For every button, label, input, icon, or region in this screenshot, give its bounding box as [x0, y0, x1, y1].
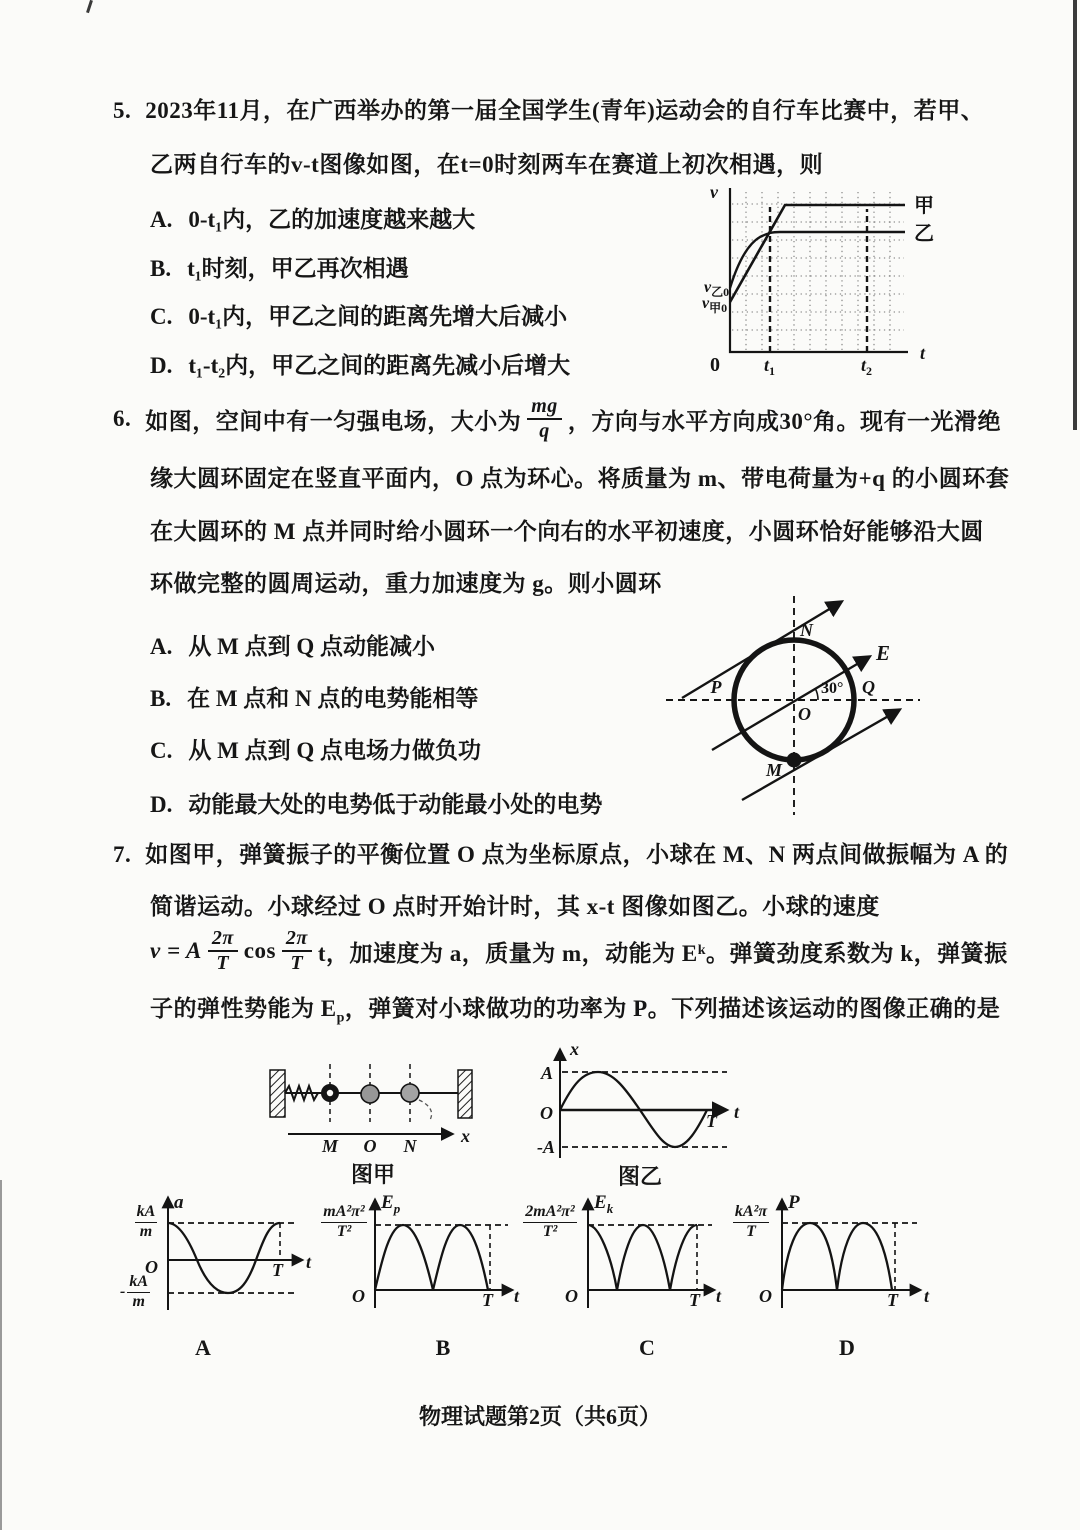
q5-text-line1: 2023年11月，在广西举办的第一届全国学生(青年)运动会的自行车比赛中，若甲、 [145, 98, 985, 123]
q5-option-c [150, 298, 567, 331]
option-text: 动能最大处的电势低于动能最小处的电势 [188, 792, 603, 817]
q7-line2: 简谐运动。小球经过 O 点时开始计时，其 x-t 图像如图乙。小球的速度 [150, 894, 880, 919]
q6-text-line1b: ，方向与水平方向成30°角。现有一光滑绝 [567, 408, 1002, 434]
t2-label: $t_2$ [861, 355, 873, 378]
q5-line2 [150, 146, 823, 179]
sin-squared-curve [375, 1225, 488, 1290]
period-T-label: T [706, 1111, 717, 1131]
q6-line4: 环做完整的圆周运动，重力加速度为 g。则小圆环 [150, 571, 662, 596]
release-hint-dashed-arc [419, 1100, 432, 1120]
abs-sine-curve [782, 1223, 892, 1290]
ball-at-o [361, 1085, 379, 1103]
yi-curve-label: 乙 [914, 223, 934, 245]
fig-yi-caption: 图乙 [617, 1164, 662, 1189]
q6-option-a [150, 628, 435, 661]
option-label: B. [150, 686, 172, 711]
option-graph-c [516, 1190, 721, 1320]
scan-artifact [86, 0, 93, 13]
option-text: 0-t₁内，乙的加速度越来越大 [188, 207, 476, 232]
q6-circle-diagram [648, 580, 980, 830]
t-label: t [716, 1286, 722, 1306]
option-label: D. [150, 353, 173, 378]
t-label: t [924, 1286, 930, 1306]
field-line-upper [682, 602, 844, 698]
q7-line1: 7. 如图甲，弹簧振子的平衡位置 O 点为坐标原点，小球在 M、N 两点间做振幅为 A 的 [113, 842, 1009, 867]
formula-after1: t，加速度为 a，质量为 m，动能为 E [317, 940, 698, 966]
q5-option-a [150, 201, 475, 234]
point-m-label: M [766, 760, 783, 780]
grid-dots [732, 192, 904, 350]
q6-line1 [113, 390, 1001, 448]
n-label: N [403, 1136, 417, 1156]
q7-line4: 子的弹性势能为 $E_p$，弹簧对小球做功的功率为 P。下列描述该运动的图像正确的是 [150, 996, 1001, 1026]
option-label: A. [150, 634, 173, 659]
q5-option-d [150, 347, 570, 380]
yi-curve [730, 232, 905, 288]
graph-letter-a: A [195, 1335, 211, 1360]
point-n-label: N [800, 620, 813, 640]
option-text: t₁-t₂内，甲乙之间的距离先减小后增大 [188, 353, 571, 378]
fig-yi-xt-graph [523, 1038, 748, 1168]
option-label: A. [150, 207, 173, 232]
two-pi-over-T-fraction2: $\frac{2\pi}{T}$ [282, 928, 312, 974]
fig-jia-spring-diagram [256, 1050, 481, 1155]
t-label: t [734, 1102, 740, 1122]
right-wall [458, 1070, 472, 1118]
q6-text-line1a: 如图，空间中有一匀强电场，大小为 [145, 408, 522, 434]
formula-lhs: v = A [150, 938, 202, 963]
small-ring-ball [787, 753, 802, 768]
option-label: D. [150, 792, 173, 817]
fig-jia-caption: 图甲 [350, 1162, 395, 1187]
q6-line2: 缘大圆环固定在竖直平面内，O 点为环心。将质量为 m、带电荷量为+q 的小圆环套 [150, 466, 1010, 491]
q5-number: 5. [113, 98, 132, 123]
t-axis-label: t [920, 343, 926, 363]
option-text: 从 M 点到 Q 点动能减小 [188, 634, 435, 659]
graph-letter-c: C [639, 1335, 655, 1360]
sub-k: k [697, 943, 707, 958]
angle-arc [815, 688, 818, 700]
option-label: C. [150, 304, 173, 329]
period-T-label: T [689, 1290, 700, 1310]
q5-line1 [113, 92, 984, 125]
v-jia0-label: $v_{甲0}$ [702, 295, 728, 315]
option-graph-b [316, 1190, 521, 1320]
cos-squared-curve [588, 1225, 697, 1290]
option-text: 在 M 点和 N 点的电势能相等 [187, 686, 479, 711]
origin-label: O [352, 1286, 365, 1306]
y-axis-name: $E_k$ [594, 1192, 614, 1216]
x-label: x [570, 1039, 579, 1059]
q5-text-line2: 乙两自行车的v-t图像如图，在t=0时刻两车在赛道上初次相遇，则 [150, 152, 824, 177]
mg-over-q-fraction: $\frac{mg}{q}$ [527, 396, 562, 442]
option-text: 从 M 点到 Q 点电场力做负功 [188, 738, 481, 763]
min-value-fraction: - $\frac{kA}{m}$ [120, 1273, 148, 1310]
center-o-label: O [798, 704, 811, 724]
q7-number: 7. [113, 842, 132, 867]
sub-p: p [336, 1010, 345, 1026]
t-label: t [514, 1286, 520, 1306]
t-label: t [306, 1252, 312, 1272]
option-text: t₁时刻，甲乙再次相遇 [187, 256, 409, 281]
cosine-curve [168, 1223, 280, 1293]
max-value-fraction: $\frac{\text{kA²π}}{T}$ [734, 1203, 768, 1240]
q6-number: 6. [113, 406, 132, 431]
origin-label: 0 [710, 354, 720, 376]
ball-at-n [401, 1084, 419, 1102]
field-e-label: E [876, 641, 891, 665]
scan-artifact [0, 1180, 2, 1530]
q6-option-b [150, 680, 478, 713]
v-axis-label: v [710, 182, 718, 202]
cos-text: cos [243, 938, 276, 963]
scan-artifact [1073, 0, 1077, 430]
m-label: M [321, 1136, 339, 1156]
jia-curve-label: 甲 [914, 195, 934, 217]
a-label: A [540, 1063, 553, 1083]
max-value-fraction: $\frac{kA}{m}$ [136, 1203, 156, 1240]
page-footer: 物理试题第2页（共6页） [418, 1404, 661, 1429]
ball-at-m-hole [327, 1090, 333, 1096]
y-axis-name: a [174, 1192, 184, 1213]
neg-a-label: -A [537, 1137, 555, 1157]
origin-label: O [540, 1103, 553, 1123]
period-T-label: T [887, 1290, 898, 1310]
period-T-label: T [482, 1290, 493, 1310]
max-value-fraction: $\frac{\text{2mA²π²}}{\text{T²}}$ [525, 1203, 575, 1240]
max-value-fraction: $\frac{\text{mA²π²}}{\text{T²}}$ [323, 1203, 365, 1240]
jia-curve [730, 205, 905, 302]
origin-label: O [145, 1257, 158, 1277]
q6-line3: 在大圆环的 M 点并同时给小圆环一个向右的水平初速度，小圆环恰好能够沿大圆 [150, 519, 984, 544]
option-label: C. [150, 738, 173, 763]
point-q-label: Q [862, 677, 875, 697]
q5-vt-graph [690, 180, 950, 380]
angle-30-label: 30° [821, 680, 844, 697]
t1-label: $t_1$ [764, 355, 776, 378]
graph-letter-d: D [839, 1335, 855, 1360]
option-graph-a [110, 1190, 315, 1320]
q7-formula-line [150, 922, 1008, 980]
point-p-label: P [710, 677, 722, 697]
origin-label: O [565, 1286, 578, 1306]
y-axis-name: $E_p$ [381, 1192, 401, 1216]
origin-label: O [759, 1286, 772, 1306]
o-label: O [363, 1136, 377, 1156]
period-T-label: T [272, 1260, 283, 1280]
two-pi-over-T-fraction: $\frac{2\pi}{T}$ [208, 928, 238, 974]
y-axis-name: P [788, 1192, 800, 1213]
option-graph-d [720, 1190, 935, 1320]
v-yi0-label: $v_{乙0}$ [704, 279, 730, 299]
option-label: B. [150, 256, 172, 281]
option-text: 0-t₁内，甲乙之间的距离先增大后减小 [188, 304, 568, 329]
q6-option-d [150, 786, 602, 819]
q6-option-c [150, 732, 481, 765]
formula-after2: 。弹簧劲度系数为 k，弹簧振 [706, 940, 1008, 966]
left-wall [270, 1070, 285, 1117]
axes [730, 188, 908, 352]
x-axis-label: x [461, 1126, 470, 1146]
graph-letter-b: B [435, 1335, 451, 1360]
q5-option-b [150, 250, 409, 283]
